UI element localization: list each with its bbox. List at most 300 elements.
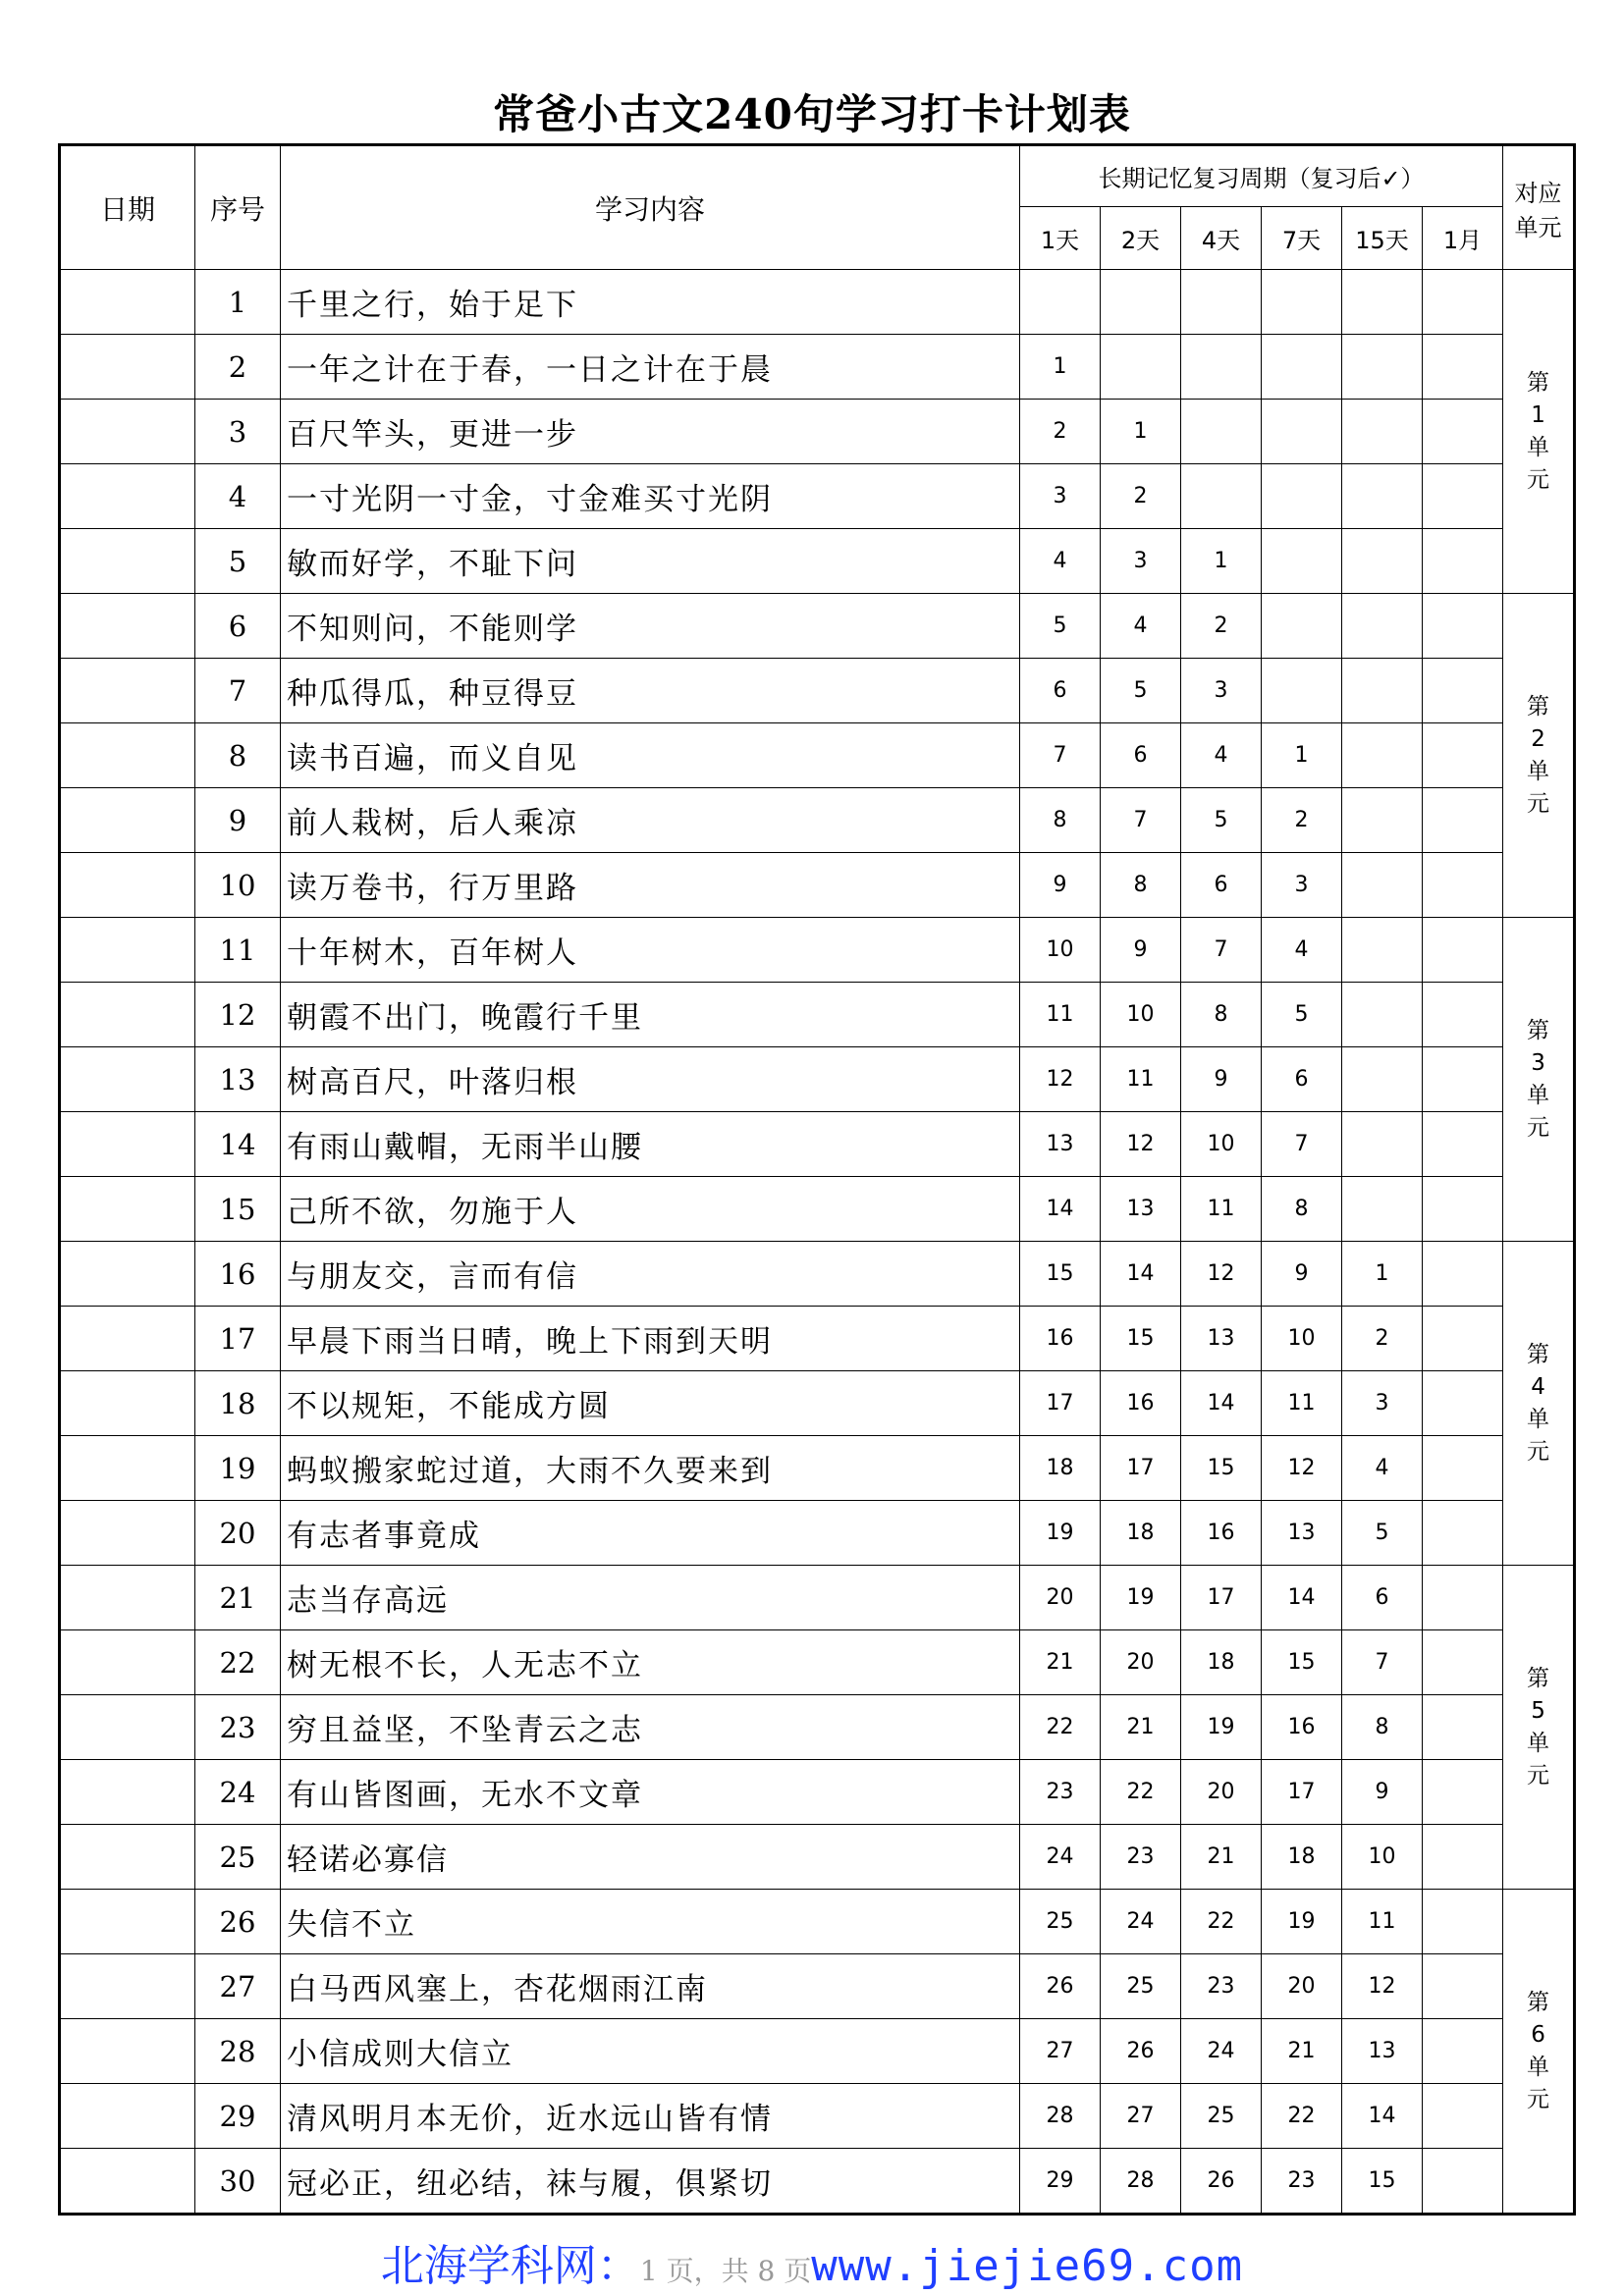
review-cell[interactable]: 9 xyxy=(1342,1760,1423,1825)
review-cell[interactable]: 3 xyxy=(1181,659,1262,723)
content-cell: 树高百尺，叶落归根 xyxy=(281,1047,1020,1112)
review-cell[interactable]: 10 xyxy=(1342,1825,1423,1890)
review-cell[interactable]: 12 xyxy=(1181,1242,1262,1307)
review-cell[interactable] xyxy=(1423,464,1503,529)
review-cell[interactable]: 23 xyxy=(1262,2149,1342,2215)
review-cell[interactable]: 15 xyxy=(1342,2149,1423,2215)
review-cell[interactable]: 13 xyxy=(1020,1112,1101,1177)
review-cell[interactable]: 25 xyxy=(1181,2084,1262,2149)
unit-cell xyxy=(1503,1242,1575,1566)
review-cell[interactable] xyxy=(1342,853,1423,918)
content-cell: 轻诺必寡信 xyxy=(281,1825,1020,1890)
review-cell[interactable]: 22 xyxy=(1181,1890,1262,1954)
date-cell[interactable] xyxy=(60,2149,195,2215)
review-cell[interactable]: 2 xyxy=(1342,1307,1423,1371)
header-unit xyxy=(1503,145,1575,270)
table-row xyxy=(60,1760,1575,1825)
review-cell[interactable]: 20 xyxy=(1020,1566,1101,1630)
date-cell[interactable] xyxy=(60,1890,195,1954)
content-cell: 敏而好学，不耻下问 xyxy=(281,529,1020,594)
review-cell[interactable]: 8 xyxy=(1101,853,1181,918)
date-cell[interactable] xyxy=(60,1501,195,1566)
content-cell: 不以规矩，不能成方圆 xyxy=(281,1371,1020,1436)
content-cell: 朝霞不出门，晚霞行千里 xyxy=(281,983,1020,1047)
review-cell[interactable]: 21 xyxy=(1020,1630,1101,1695)
review-cell[interactable] xyxy=(1101,270,1181,335)
review-cell[interactable]: 18 xyxy=(1262,1825,1342,1890)
review-cell[interactable]: 27 xyxy=(1020,2019,1101,2084)
review-cell[interactable] xyxy=(1423,529,1503,594)
table-row xyxy=(60,1501,1575,1566)
review-cell[interactable]: 22 xyxy=(1020,1695,1101,1760)
content-cell: 前人栽树，后人乘凉 xyxy=(281,788,1020,853)
review-cell[interactable]: 5 xyxy=(1020,594,1101,659)
review-cell[interactable]: 7 xyxy=(1181,918,1262,983)
review-cell[interactable]: 16 xyxy=(1101,1371,1181,1436)
table-row xyxy=(60,594,1575,659)
review-cell[interactable]: 11 xyxy=(1101,1047,1181,1112)
review-cell[interactable] xyxy=(1181,270,1262,335)
review-cell[interactable] xyxy=(1181,335,1262,400)
table-row xyxy=(60,1307,1575,1371)
review-cell[interactable]: 9 xyxy=(1101,918,1181,983)
review-cell[interactable] xyxy=(1262,464,1342,529)
review-cell[interactable]: 11 xyxy=(1262,1371,1342,1436)
study-plan-table xyxy=(58,143,1576,2216)
review-cell[interactable]: 12 xyxy=(1101,1112,1181,1177)
review-cell[interactable] xyxy=(1423,1760,1503,1825)
review-cell[interactable]: 21 xyxy=(1101,1695,1181,1760)
review-cell[interactable] xyxy=(1342,335,1423,400)
table-row xyxy=(60,723,1575,788)
footer-watermark xyxy=(0,2230,1624,2293)
unit-char: 元 xyxy=(1527,1438,1550,1465)
review-cell[interactable]: 26 xyxy=(1181,2149,1262,2215)
table-row xyxy=(60,1825,1575,1890)
content-cell: 一寸光阴一寸金，寸金难买寸光阴 xyxy=(281,464,1020,529)
review-cell[interactable]: 20 xyxy=(1181,1760,1262,1825)
review-cell[interactable] xyxy=(1423,1047,1503,1112)
date-cell[interactable] xyxy=(60,529,195,594)
review-cell[interactable]: 6 xyxy=(1262,1047,1342,1112)
review-cell[interactable]: 14 xyxy=(1101,1242,1181,1307)
review-cell[interactable]: 18 xyxy=(1020,1436,1101,1501)
review-cell[interactable]: 7 xyxy=(1101,788,1181,853)
table-row xyxy=(60,335,1575,400)
table-row xyxy=(60,659,1575,723)
review-cell[interactable] xyxy=(1262,594,1342,659)
review-cell[interactable] xyxy=(1342,1112,1423,1177)
review-cell[interactable]: 11 xyxy=(1342,1890,1423,1954)
review-cell[interactable]: 2 xyxy=(1262,788,1342,853)
review-cell[interactable] xyxy=(1342,400,1423,464)
date-cell[interactable] xyxy=(60,1760,195,1825)
content-cell: 一年之计在于春，一日之计在于晨 xyxy=(281,335,1020,400)
review-cell[interactable]: 28 xyxy=(1101,2149,1181,2215)
content-cell: 不知则问，不能则学 xyxy=(281,594,1020,659)
seq-cell: 4 xyxy=(195,464,281,529)
header-review-1m: 1月 xyxy=(1423,207,1503,270)
review-cell[interactable]: 5 xyxy=(1101,659,1181,723)
header-unit-line1: 对应 xyxy=(1514,179,1562,207)
content-cell: 树无根不长，人无志不立 xyxy=(281,1630,1020,1695)
review-cell[interactable] xyxy=(1423,1954,1503,2019)
review-cell[interactable] xyxy=(1020,270,1101,335)
review-cell[interactable]: 19 xyxy=(1101,1566,1181,1630)
table-row xyxy=(60,1954,1575,2019)
date-cell[interactable] xyxy=(60,335,195,400)
review-cell[interactable] xyxy=(1262,270,1342,335)
content-cell: 己所不欲，勿施于人 xyxy=(281,1177,1020,1242)
review-cell[interactable] xyxy=(1423,594,1503,659)
review-cell[interactable] xyxy=(1423,788,1503,853)
table-row xyxy=(60,2019,1575,2084)
unit-char: 第 xyxy=(1527,1989,1550,2015)
review-cell[interactable] xyxy=(1423,1436,1503,1501)
date-cell[interactable] xyxy=(60,1436,195,1501)
seq-cell: 3 xyxy=(195,400,281,464)
review-cell[interactable]: 24 xyxy=(1020,1825,1101,1890)
review-cell[interactable]: 1 xyxy=(1101,400,1181,464)
review-cell[interactable]: 14 xyxy=(1262,1566,1342,1630)
review-cell[interactable]: 14 xyxy=(1020,1177,1101,1242)
review-cell[interactable]: 13 xyxy=(1181,1307,1262,1371)
review-cell[interactable]: 2 xyxy=(1101,464,1181,529)
review-cell[interactable]: 13 xyxy=(1262,1501,1342,1566)
review-cell[interactable]: 27 xyxy=(1101,2084,1181,2149)
review-cell[interactable] xyxy=(1423,400,1503,464)
date-cell[interactable] xyxy=(60,1047,195,1112)
table-row xyxy=(60,2149,1575,2215)
date-cell[interactable] xyxy=(60,2019,195,2084)
review-cell[interactable] xyxy=(1262,400,1342,464)
date-cell[interactable] xyxy=(60,1307,195,1371)
review-cell[interactable]: 10 xyxy=(1020,918,1101,983)
date-cell[interactable] xyxy=(60,1630,195,1695)
date-cell[interactable] xyxy=(60,1825,195,1890)
review-cell[interactable]: 23 xyxy=(1181,1954,1262,2019)
review-cell[interactable] xyxy=(1423,2019,1503,2084)
review-cell[interactable]: 8 xyxy=(1020,788,1101,853)
seq-cell: 14 xyxy=(195,1112,281,1177)
review-cell[interactable]: 16 xyxy=(1181,1501,1262,1566)
date-cell[interactable] xyxy=(60,1371,195,1436)
review-cell[interactable]: 23 xyxy=(1101,1825,1181,1890)
review-cell[interactable]: 24 xyxy=(1181,2019,1262,2084)
review-cell[interactable]: 12 xyxy=(1262,1436,1342,1501)
review-cell[interactable]: 25 xyxy=(1101,1954,1181,2019)
review-cell[interactable] xyxy=(1342,983,1423,1047)
content-cell: 有雨山戴帽，无雨半山腰 xyxy=(281,1112,1020,1177)
date-cell[interactable] xyxy=(60,659,195,723)
table-row xyxy=(60,1177,1575,1242)
review-cell[interactable] xyxy=(1342,659,1423,723)
review-cell[interactable]: 16 xyxy=(1262,1695,1342,1760)
review-cell[interactable] xyxy=(1342,1177,1423,1242)
header-date: 日期 xyxy=(60,145,195,270)
review-cell[interactable]: 21 xyxy=(1262,2019,1342,2084)
review-cell[interactable]: 4 xyxy=(1342,1436,1423,1501)
review-cell[interactable] xyxy=(1342,594,1423,659)
unit-char: 1 xyxy=(1531,401,1545,428)
review-cell[interactable]: 16 xyxy=(1020,1307,1101,1371)
review-cell[interactable] xyxy=(1423,1630,1503,1695)
review-cell[interactable]: 10 xyxy=(1262,1307,1342,1371)
review-cell[interactable]: 23 xyxy=(1020,1760,1101,1825)
header-review-cycle: 长期记忆复习周期（复习后✓） xyxy=(1020,145,1503,207)
seq-cell: 18 xyxy=(195,1371,281,1436)
unit-char: 4 xyxy=(1531,1373,1545,1400)
review-cell[interactable]: 7 xyxy=(1262,1112,1342,1177)
content-cell: 千里之行，始于足下 xyxy=(281,270,1020,335)
unit-char: 第 xyxy=(1527,369,1550,396)
table-row xyxy=(60,2084,1575,2149)
date-cell[interactable] xyxy=(60,1566,195,1630)
date-cell[interactable] xyxy=(60,464,195,529)
review-cell[interactable] xyxy=(1262,659,1342,723)
unit-char: 单 xyxy=(1527,1406,1550,1432)
seq-cell: 12 xyxy=(195,983,281,1047)
seq-cell: 28 xyxy=(195,2019,281,2084)
review-cell[interactable]: 24 xyxy=(1101,1890,1181,1954)
review-cell[interactable] xyxy=(1423,918,1503,983)
review-cell[interactable] xyxy=(1101,335,1181,400)
review-cell[interactable]: 3 xyxy=(1101,529,1181,594)
date-cell[interactable] xyxy=(60,1112,195,1177)
header-unit-line2: 单元 xyxy=(1514,213,1562,241)
review-cell[interactable]: 10 xyxy=(1101,983,1181,1047)
review-cell[interactable]: 3 xyxy=(1262,853,1342,918)
review-cell[interactable] xyxy=(1342,464,1423,529)
review-cell[interactable] xyxy=(1423,659,1503,723)
review-cell[interactable]: 17 xyxy=(1181,1566,1262,1630)
review-cell[interactable]: 8 xyxy=(1181,983,1262,1047)
review-cell[interactable] xyxy=(1423,2084,1503,2149)
review-cell[interactable]: 18 xyxy=(1101,1501,1181,1566)
review-cell[interactable]: 3 xyxy=(1020,464,1101,529)
review-cell[interactable] xyxy=(1181,400,1262,464)
seq-cell: 23 xyxy=(195,1695,281,1760)
table-row xyxy=(60,1112,1575,1177)
table-row xyxy=(60,400,1575,464)
review-cell[interactable]: 1 xyxy=(1262,723,1342,788)
unit-cell xyxy=(1503,1890,1575,2215)
review-cell[interactable]: 5 xyxy=(1181,788,1262,853)
table-row xyxy=(60,853,1575,918)
review-cell[interactable]: 11 xyxy=(1181,1177,1262,1242)
seq-cell: 27 xyxy=(195,1954,281,2019)
header-review-15d: 15天 xyxy=(1342,207,1423,270)
review-cell[interactable]: 18 xyxy=(1181,1630,1262,1695)
seq-cell: 30 xyxy=(195,2149,281,2215)
unit-char: 元 xyxy=(1527,1114,1550,1141)
review-cell[interactable] xyxy=(1423,1566,1503,1630)
review-cell[interactable]: 1 xyxy=(1020,335,1101,400)
review-cell[interactable] xyxy=(1423,983,1503,1047)
review-cell[interactable]: 6 xyxy=(1101,723,1181,788)
unit-char: 2 xyxy=(1531,725,1545,752)
date-cell[interactable] xyxy=(60,983,195,1047)
seq-cell: 29 xyxy=(195,2084,281,2149)
review-cell[interactable]: 14 xyxy=(1181,1371,1262,1436)
date-cell[interactable] xyxy=(60,1954,195,2019)
review-cell[interactable]: 11 xyxy=(1020,983,1101,1047)
review-cell[interactable] xyxy=(1423,1112,1503,1177)
table-row xyxy=(60,464,1575,529)
review-cell[interactable]: 21 xyxy=(1181,1825,1262,1890)
review-cell[interactable]: 17 xyxy=(1020,1371,1101,1436)
date-cell[interactable] xyxy=(60,723,195,788)
review-cell[interactable] xyxy=(1342,529,1423,594)
review-cell[interactable] xyxy=(1423,1890,1503,1954)
footer-site-url: www.jiejie69.com xyxy=(811,2241,1244,2291)
review-cell[interactable]: 17 xyxy=(1101,1436,1181,1501)
header-seq: 序号 xyxy=(195,145,281,270)
review-cell[interactable]: 7 xyxy=(1342,1630,1423,1695)
review-cell[interactable]: 14 xyxy=(1342,2084,1423,2149)
date-cell[interactable] xyxy=(60,594,195,659)
unit-cell xyxy=(1503,594,1575,918)
review-cell[interactable] xyxy=(1262,529,1342,594)
seq-cell: 5 xyxy=(195,529,281,594)
review-cell[interactable]: 9 xyxy=(1181,1047,1262,1112)
table-row xyxy=(60,270,1575,335)
review-cell[interactable]: 26 xyxy=(1020,1954,1101,2019)
date-cell[interactable] xyxy=(60,270,195,335)
table-row xyxy=(60,1047,1575,1112)
review-cell[interactable]: 25 xyxy=(1020,1890,1101,1954)
table-row xyxy=(60,1630,1575,1695)
date-cell[interactable] xyxy=(60,1695,195,1760)
review-cell[interactable]: 8 xyxy=(1262,1177,1342,1242)
review-cell[interactable]: 2 xyxy=(1020,400,1101,464)
unit-char: 3 xyxy=(1531,1049,1545,1076)
content-cell: 有志者事竟成 xyxy=(281,1501,1020,1566)
unit-char: 第 xyxy=(1527,1341,1550,1367)
unit-char: 元 xyxy=(1527,1762,1550,1789)
unit-cell xyxy=(1503,270,1575,594)
review-cell[interactable]: 12 xyxy=(1342,1954,1423,2019)
content-cell: 蚂蚁搬家蛇过道，大雨不久要来到 xyxy=(281,1436,1020,1501)
date-cell[interactable] xyxy=(60,788,195,853)
review-cell[interactable]: 28 xyxy=(1020,2084,1101,2149)
review-cell[interactable]: 9 xyxy=(1020,853,1101,918)
review-cell[interactable] xyxy=(1423,1695,1503,1760)
review-cell[interactable] xyxy=(1342,788,1423,853)
table-row xyxy=(60,918,1575,983)
content-cell: 十年树木，百年树人 xyxy=(281,918,1020,983)
review-cell[interactable] xyxy=(1342,723,1423,788)
content-cell: 清风明月本无价，近水远山皆有情 xyxy=(281,2084,1020,2149)
date-cell[interactable] xyxy=(60,918,195,983)
review-cell[interactable]: 2 xyxy=(1181,594,1262,659)
seq-cell: 25 xyxy=(195,1825,281,1890)
review-cell[interactable]: 19 xyxy=(1262,1890,1342,1954)
review-cell[interactable] xyxy=(1181,464,1262,529)
review-cell[interactable]: 15 xyxy=(1262,1630,1342,1695)
review-cell[interactable]: 6 xyxy=(1020,659,1101,723)
table-row xyxy=(60,788,1575,853)
review-cell[interactable]: 5 xyxy=(1262,983,1342,1047)
review-cell[interactable] xyxy=(1262,335,1342,400)
review-cell[interactable]: 20 xyxy=(1101,1630,1181,1695)
review-cell[interactable] xyxy=(1423,2149,1503,2215)
review-cell[interactable]: 8 xyxy=(1342,1695,1423,1760)
review-cell[interactable]: 19 xyxy=(1181,1695,1262,1760)
review-cell[interactable]: 29 xyxy=(1020,2149,1101,2215)
review-cell[interactable]: 19 xyxy=(1020,1501,1101,1566)
review-cell[interactable]: 12 xyxy=(1020,1047,1101,1112)
footer-site-cn: 北海学科网： xyxy=(380,2241,640,2291)
review-cell[interactable] xyxy=(1423,1825,1503,1890)
review-cell[interactable]: 22 xyxy=(1262,2084,1342,2149)
review-cell[interactable] xyxy=(1423,1177,1503,1242)
unit-cell xyxy=(1503,1566,1575,1890)
content-cell: 早晨下雨当日晴，晚上下雨到天明 xyxy=(281,1307,1020,1371)
review-cell[interactable]: 10 xyxy=(1181,1112,1262,1177)
review-cell[interactable]: 3 xyxy=(1342,1371,1423,1436)
table-row xyxy=(60,1242,1575,1307)
review-cell[interactable]: 1 xyxy=(1181,529,1262,594)
review-cell[interactable]: 6 xyxy=(1181,853,1262,918)
review-cell[interactable]: 4 xyxy=(1020,529,1101,594)
review-cell[interactable]: 15 xyxy=(1101,1307,1181,1371)
review-cell[interactable]: 4 xyxy=(1262,918,1342,983)
review-cell[interactable]: 26 xyxy=(1101,2019,1181,2084)
review-cell[interactable]: 4 xyxy=(1101,594,1181,659)
unit-char: 元 xyxy=(1527,790,1550,817)
date-cell[interactable] xyxy=(60,2084,195,2149)
review-cell[interactable]: 1 xyxy=(1342,1242,1423,1307)
review-cell[interactable] xyxy=(1342,918,1423,983)
date-cell[interactable] xyxy=(60,853,195,918)
content-cell: 读万卷书，行万里路 xyxy=(281,853,1020,918)
review-cell[interactable]: 17 xyxy=(1262,1760,1342,1825)
review-cell[interactable]: 5 xyxy=(1342,1501,1423,1566)
seq-cell: 6 xyxy=(195,594,281,659)
review-cell[interactable] xyxy=(1423,270,1503,335)
review-cell[interactable]: 4 xyxy=(1181,723,1262,788)
review-cell[interactable]: 13 xyxy=(1342,2019,1423,2084)
seq-cell: 8 xyxy=(195,723,281,788)
review-cell[interactable]: 9 xyxy=(1262,1242,1342,1307)
review-cell[interactable] xyxy=(1342,1047,1423,1112)
review-cell[interactable] xyxy=(1423,1501,1503,1566)
date-cell[interactable] xyxy=(60,400,195,464)
unit-cell xyxy=(1503,918,1575,1242)
date-cell[interactable] xyxy=(60,1242,195,1307)
review-cell[interactable]: 7 xyxy=(1020,723,1101,788)
review-cell[interactable] xyxy=(1423,1307,1503,1371)
review-cell[interactable] xyxy=(1423,1371,1503,1436)
review-cell[interactable]: 20 xyxy=(1262,1954,1342,2019)
review-cell[interactable] xyxy=(1342,270,1423,335)
content-cell: 穷且益坚，不坠青云之志 xyxy=(281,1695,1020,1760)
date-cell[interactable] xyxy=(60,1177,195,1242)
table-row xyxy=(60,1890,1575,1954)
review-cell[interactable]: 13 xyxy=(1101,1177,1181,1242)
review-cell[interactable]: 6 xyxy=(1342,1566,1423,1630)
review-cell[interactable] xyxy=(1423,335,1503,400)
seq-cell: 22 xyxy=(195,1630,281,1695)
review-cell[interactable] xyxy=(1423,1242,1503,1307)
review-cell[interactable] xyxy=(1423,723,1503,788)
review-cell[interactable] xyxy=(1423,853,1503,918)
review-cell[interactable]: 15 xyxy=(1181,1436,1262,1501)
review-cell[interactable]: 22 xyxy=(1101,1760,1181,1825)
content-cell: 读书百遍，而义自见 xyxy=(281,723,1020,788)
review-cell[interactable]: 15 xyxy=(1020,1242,1101,1307)
